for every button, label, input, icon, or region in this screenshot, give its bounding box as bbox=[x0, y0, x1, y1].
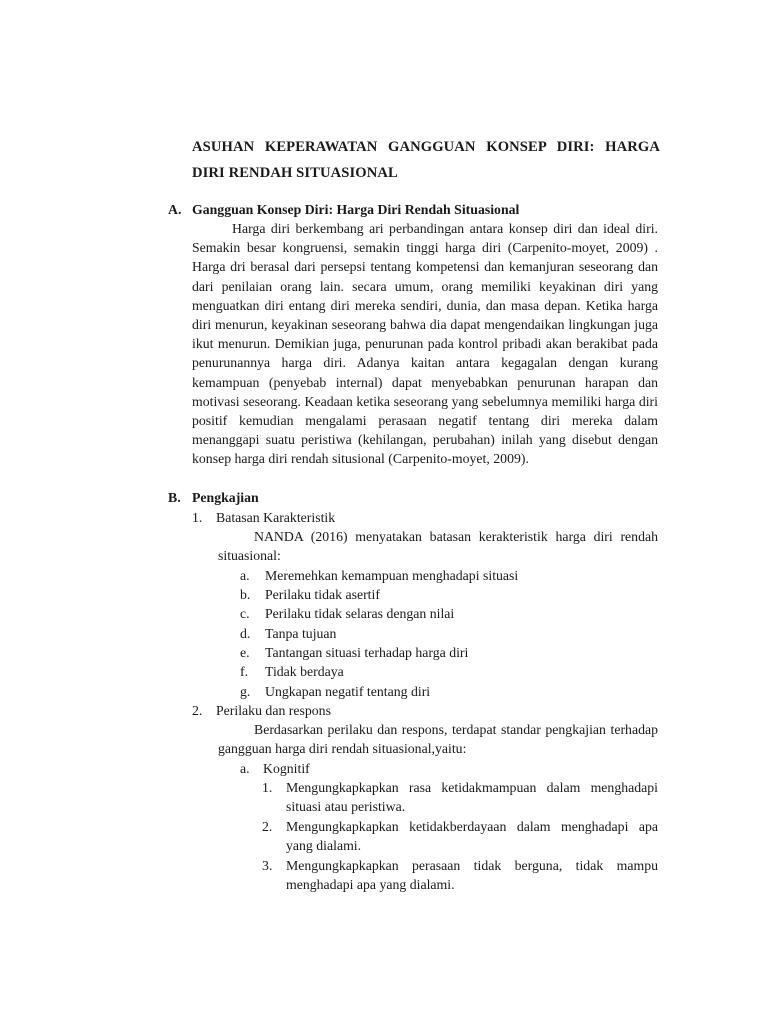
document-title bbox=[192, 134, 660, 186]
list-item-marker: f. bbox=[240, 664, 249, 679]
list-item-text: Meremehkan kemampuan menghadapi situasi bbox=[265, 568, 519, 583]
list-item-marker: a. bbox=[240, 568, 250, 583]
list-item-marker: b. bbox=[240, 587, 251, 602]
section-a-title: Gangguan Konsep Diri: Harga Diri Rendah Situasional bbox=[192, 202, 520, 217]
list-item-text: Mengungkapkapkan ketidakberdayaan dalam menghadapi apa yang dialami. bbox=[286, 819, 658, 854]
list-item-text: Mengungkapkapkan perasaan tidak berguna, tidak mampu menghadapi apa yang dialami. bbox=[286, 858, 658, 893]
list-item-marker: 1. bbox=[262, 780, 273, 795]
list-item-marker: d. bbox=[240, 626, 251, 641]
list-item-marker: e. bbox=[240, 645, 250, 660]
item-1-marker: 1. bbox=[192, 510, 203, 525]
list-item-text: Perilaku tidak asertif bbox=[265, 587, 380, 602]
list-item-marker: c. bbox=[240, 606, 250, 621]
list-item bbox=[262, 817, 658, 855]
section-a-marker: A. bbox=[168, 202, 182, 217]
item-1-label: Batasan Karakteristik bbox=[216, 510, 336, 525]
item-2-marker: 2. bbox=[192, 703, 203, 718]
list-item-text: Tanpa tujuan bbox=[265, 626, 337, 641]
list-item-marker: 2. bbox=[262, 819, 273, 834]
title-line-2: DIRI RENDAH SITUASIONAL bbox=[192, 165, 398, 181]
sub-item-a-marker: a. bbox=[240, 761, 250, 776]
list-item-text: Tantangan situasi terhadap harga diri bbox=[265, 645, 469, 660]
list-item bbox=[262, 778, 658, 816]
item-2-label: Perilaku dan respons bbox=[216, 703, 331, 718]
section-b-title: Pengkajian bbox=[192, 490, 259, 505]
list-item-marker: 3. bbox=[262, 858, 273, 873]
item-2-intro: Berdasarkan perilaku dan respons, terdapat standar pengkajian terhadap gangguan harga diri rendah situasional,yaitu: bbox=[218, 722, 658, 757]
list-item-text: Perilaku tidak selaras dengan nilai bbox=[265, 606, 455, 621]
section-a-heading bbox=[168, 200, 658, 219]
sub-item-a-label: Kognitif bbox=[263, 761, 310, 776]
item-1-intro: NANDA (2016) menyatakan batasan kerakteristik harga diri rendah situasional: bbox=[218, 529, 658, 564]
list-item-text: Tidak berdaya bbox=[265, 664, 344, 679]
section-b-heading bbox=[168, 488, 658, 507]
section-a-paragraph: Harga diri berkembang ari perbandingan antara konsep diri dan ideal diri. Semakin besar kongruensi, semakin tinggi harga diri (Carpenito-moyet, 2009) . Harga dri berasal dari persepsi tentang kompetensi dan kemanjuran seseorang dan dari penilaian orang lain. secara umum, orang memiliki keyakinan diri yang menguatkan diri entang diri mereka sendiri, dunia, dan masa depan. Ketika harga diri menurun, keyakinan seseorang bahwa dia dapat mengendaikan lingkungan juga ikut menurun. Demikian juga, penurunan pada kontrol pribadi akan berakibat pada penurunannya harga diri. Adanya kaitan antara kegagalan dengan kurang kemampuan (penyebab internal) dapat menyebabkan penurunan harapan dan motivasi seseorang. Keadaan ketika seseorang yang sebelumnya memiliki harga diri positif kemudian mengalami perasaan negatif tentang diri mereka dalam menanggapi suatu peristiwa (kehilangan, perubahan) inilah yang disebut dengan konsep harga diri rendah situsional (Carpenito-moyet, 2009). bbox=[192, 221, 658, 467]
section-b-marker: B. bbox=[168, 490, 181, 505]
list-item-text: Mengungkapkapkan rasa ketidakmampuan dalam menghadapi situasi atau peristiwa. bbox=[286, 780, 658, 815]
title-line-1: ASUHAN KEPERAWATAN GANGGUAN KONSEP DIRI: HARGA bbox=[192, 139, 660, 155]
list-item-text: Ungkapan negatif tentang diri bbox=[265, 684, 431, 699]
list-item-marker: g. bbox=[240, 684, 251, 699]
list-item bbox=[262, 856, 658, 894]
